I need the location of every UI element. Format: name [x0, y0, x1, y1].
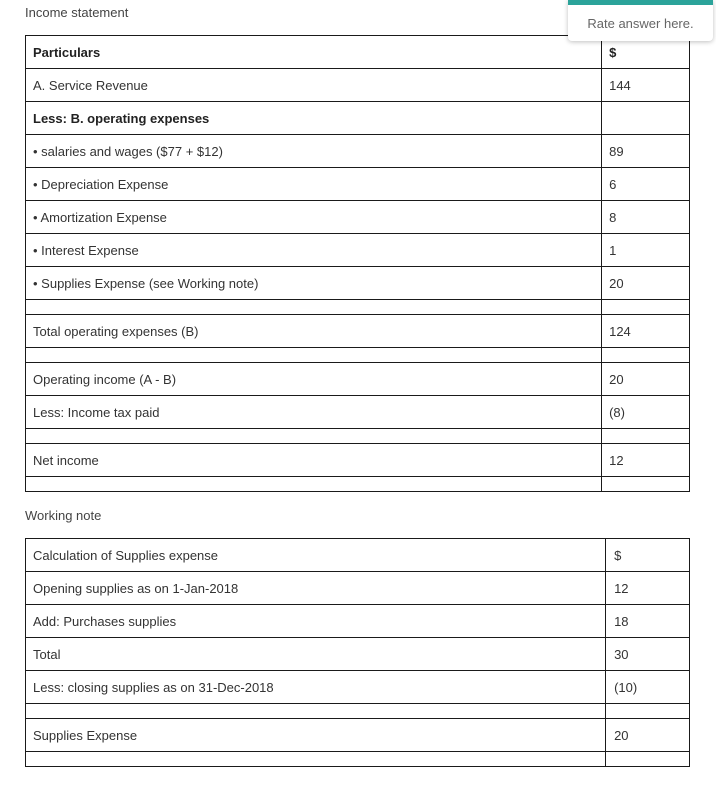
- row-label: A. Service Revenue: [26, 69, 602, 102]
- income-statement-table: [25, 35, 690, 492]
- row-value: 8: [602, 201, 690, 234]
- empty-row: [26, 704, 690, 719]
- empty-row: [26, 300, 690, 315]
- table-row: [26, 69, 690, 102]
- table-row: [26, 671, 690, 704]
- row-value: [602, 102, 690, 135]
- row-value: $: [606, 539, 690, 572]
- row-value: 124: [602, 315, 690, 348]
- row-label: Calculation of Supplies expense: [26, 539, 606, 572]
- row-value: 18: [606, 605, 690, 638]
- rate-answer-text[interactable]: Rate answer here.: [587, 16, 694, 31]
- table-row: [26, 234, 690, 267]
- table-row: [26, 572, 690, 605]
- row-label: • Amortization Expense: [26, 201, 602, 234]
- row-label: Total operating expenses (B): [26, 315, 602, 348]
- table-row: [26, 201, 690, 234]
- rate-answer-popup[interactable]: [568, 0, 713, 41]
- table-row: [26, 267, 690, 300]
- row-value: 20: [606, 719, 690, 752]
- row-value: 1: [602, 234, 690, 267]
- working-note-table: [25, 538, 690, 767]
- row-value: 12: [602, 444, 690, 477]
- row-label: Less: Income tax paid: [26, 396, 602, 429]
- row-value: 89: [602, 135, 690, 168]
- amount-header: $: [602, 36, 690, 69]
- particulars-header: Particulars: [26, 36, 602, 69]
- table-row: [26, 396, 690, 429]
- row-label: Opening supplies as on 1-Jan-2018: [26, 572, 606, 605]
- table-row: [26, 102, 690, 135]
- empty-row: [26, 477, 690, 492]
- empty-row: [26, 348, 690, 363]
- working-note-title: Working note: [25, 508, 102, 523]
- row-label: • salaries and wages ($77 + $12): [26, 135, 602, 168]
- income-statement-title: Income statement: [25, 5, 129, 20]
- table-row: [26, 363, 690, 396]
- table-row: [26, 135, 690, 168]
- table-row: [26, 719, 690, 752]
- row-value: 6: [602, 168, 690, 201]
- row-value: 20: [602, 363, 690, 396]
- table-row: [26, 168, 690, 201]
- row-label: Net income: [26, 444, 602, 477]
- row-label: Total: [26, 638, 606, 671]
- row-label: • Supplies Expense (see Working note): [26, 267, 602, 300]
- row-label: Less: B. operating expenses: [26, 102, 602, 135]
- row-value: 20: [602, 267, 690, 300]
- table-row: [26, 444, 690, 477]
- row-label: • Interest Expense: [26, 234, 602, 267]
- row-label: Operating income (A - B): [26, 363, 602, 396]
- empty-row: [26, 429, 690, 444]
- table-row: [26, 315, 690, 348]
- row-label: Supplies Expense: [26, 719, 606, 752]
- row-value: 30: [606, 638, 690, 671]
- table-row: [26, 638, 690, 671]
- row-label: • Depreciation Expense: [26, 168, 602, 201]
- table-row: [26, 605, 690, 638]
- table-row: [26, 539, 690, 572]
- row-label: Less: closing supplies as on 31-Dec-2018: [26, 671, 606, 704]
- empty-row: [26, 752, 690, 767]
- row-value: 12: [606, 572, 690, 605]
- row-value: (10): [606, 671, 690, 704]
- popup-accent-bar: [568, 0, 713, 5]
- row-label: Add: Purchases supplies: [26, 605, 606, 638]
- row-value: 144: [602, 69, 690, 102]
- row-value: (8): [602, 396, 690, 429]
